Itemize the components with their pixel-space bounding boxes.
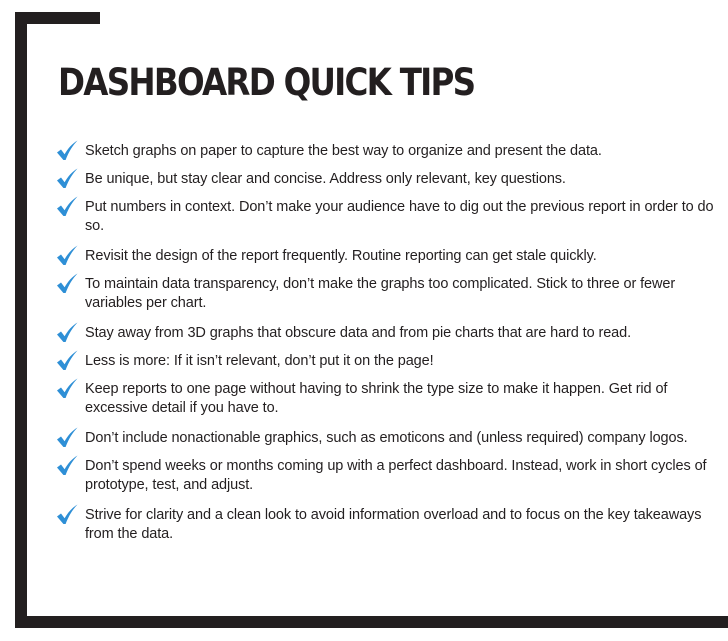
- tip-text: Keep reports to one page without having to shrink the type size to make it happen. Get rid of excessive detail if you have to.: [85, 381, 668, 416]
- tip-item: [56, 457, 718, 495]
- tip-text: Sketch graphs on paper to capture the best way to organize and present the data.: [85, 143, 602, 159]
- checkmark-icon: [56, 196, 78, 218]
- tip-item: [56, 247, 718, 266]
- tip-text: Less is more: If it isn’t relevant, don’t put it on the page!: [85, 353, 434, 369]
- tip-item: [56, 142, 718, 161]
- frame-left-bar: [15, 12, 27, 628]
- checkmark-icon: [56, 427, 78, 449]
- frame-top-bar: [15, 12, 100, 24]
- checkmark-icon: [56, 378, 78, 400]
- checkmark-icon: [56, 140, 78, 162]
- checkmark-icon: [56, 322, 78, 344]
- tips-list: [56, 142, 718, 544]
- tip-text: To maintain data transparency, don’t make the graphs too complicated. Stick to three or fewer variables per chart.: [85, 276, 676, 311]
- tip-item: [56, 429, 718, 448]
- page-title: DASHBOARD QUICK TIPS: [58, 61, 475, 104]
- tip-item: [56, 506, 718, 544]
- tip-item: [56, 324, 718, 343]
- tip-item: [56, 170, 718, 189]
- tip-text: Don’t spend weeks or months coming up with a perfect dashboard. Instead, work in short cycles of prototype, test, and adjust.: [85, 458, 707, 493]
- checkmark-icon: [56, 273, 78, 295]
- tip-item: [56, 275, 718, 313]
- tip-text: Put numbers in context. Don’t make your audience have to dig out the previous report in order to do so.: [85, 199, 714, 234]
- tip-text: Stay away from 3D graphs that obscure data and from pie charts that are hard to read.: [85, 325, 632, 341]
- tip-text: Don’t include nonactionable graphics, such as emoticons and (unless required) company logos.: [85, 430, 688, 446]
- tip-item: [56, 198, 718, 236]
- tip-text: Strive for clarity and a clean look to avoid information overload and to focus on the key takeaways from the data.: [85, 507, 702, 542]
- frame-bottom-bar: [15, 616, 728, 628]
- tip-item: [56, 380, 718, 418]
- checkmark-icon: [56, 350, 78, 372]
- tip-text: Be unique, but stay clear and concise. Address only relevant, key questions.: [85, 171, 566, 187]
- tip-text: Revisit the design of the report frequently. Routine reporting can get stale quickly.: [85, 248, 597, 264]
- checkmark-icon: [56, 168, 78, 190]
- checkmark-icon: [56, 245, 78, 267]
- checkmark-icon: [56, 455, 78, 477]
- checkmark-icon: [56, 504, 78, 526]
- tip-item: [56, 352, 718, 371]
